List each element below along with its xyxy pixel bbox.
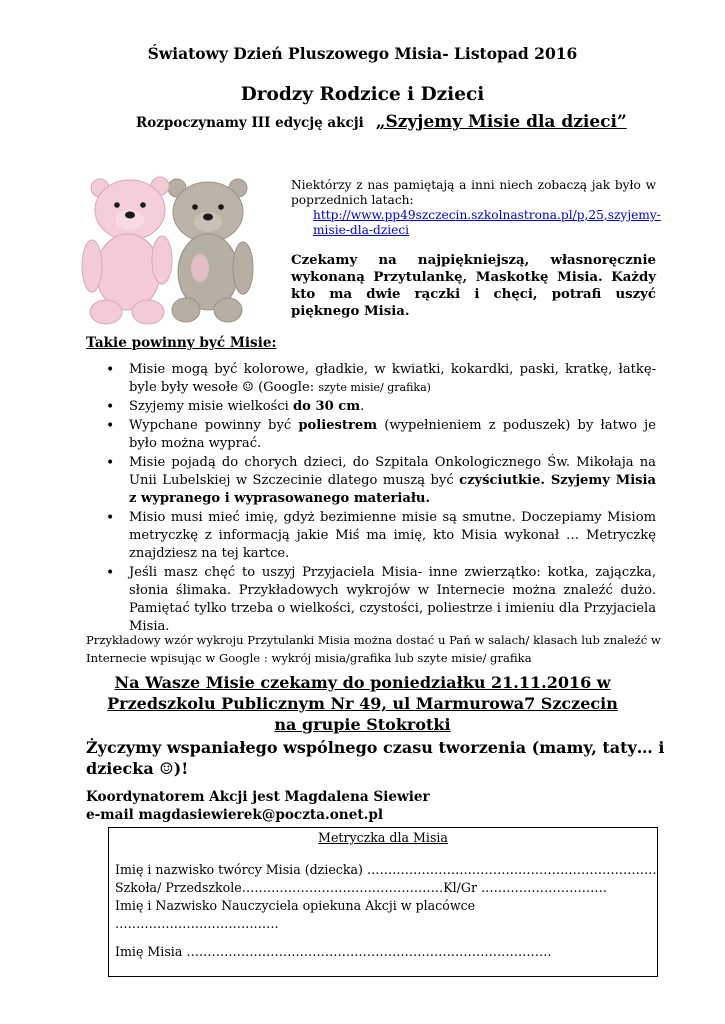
teacher-field[interactable]: ………………………………… bbox=[115, 916, 279, 931]
pink-bear-icon bbox=[82, 177, 172, 324]
coordinator-name: Koordynatorem Akcji jest Magdalena Siewier bbox=[86, 789, 430, 805]
rule-2-end: . bbox=[360, 399, 365, 414]
list-item bbox=[104, 564, 656, 636]
rule-2-bold: do 30 cm bbox=[293, 399, 361, 414]
rule-4-text: Misie pojadą do chorych dzieci, do Szpitala Onkologicznego Św. Mikołaja na Unii Lubelskiej w Szczecinie dlatego muszą być bbox=[129, 455, 656, 488]
rule-6-text: Jeśli masz chęć to uszyj Przyjaciela Misia- inne zwierzątko: kotka, zajączka, słonia ślimaka. Przykładowych wykrojów w Internecie można znaleźć dużo. Pamiętać tylko trzeba o wielkości, czystości, poliestrze i imieniu dla Przyjaciela Misia. bbox=[129, 565, 656, 634]
rule-5-text: Misio musi mieć imię, gdyż bezimienne misie są smutne. Doczepiamy Misiom metryczkę z informacją jakie Miś ma imię, kto Misia wykonał … Metryczkę znajdziesz na tej kartce. bbox=[129, 510, 656, 561]
deadline-line-3: na grupie Stokrotki bbox=[274, 715, 451, 734]
greeting-heading: Drodzy Rodzice i Dzieci bbox=[240, 84, 485, 105]
past-edition-intro: Niektórzy z nas pamiętają a inni niech zobaczą jak było w poprzednich latach: bbox=[291, 178, 656, 207]
bear-name-field[interactable]: Imię Misia …………………………………………………………………………… bbox=[115, 944, 552, 959]
rule-3-bold: poliestrem bbox=[298, 418, 378, 433]
rule-3-text: Wypchane powinny być bbox=[129, 418, 299, 433]
rule-2-text: Szyjemy misie wielkości bbox=[129, 399, 294, 414]
wishes-text: Życzymy wspaniałego wspólnego czasu tworzenia (mamy, taty… i dziecka ☺)! bbox=[86, 738, 665, 778]
rules-list bbox=[104, 361, 656, 637]
list-item bbox=[104, 509, 656, 563]
list-item bbox=[104, 417, 656, 453]
list-item bbox=[104, 398, 656, 416]
school-field[interactable]: Szkoła/ Przedszkole…………………………………………Kl/Gr ………………………… bbox=[115, 880, 607, 895]
deadline-line-1: Na Wasze Misie czekamy do poniedziałku 21.11.2016 w bbox=[114, 673, 611, 692]
bear-tag-form bbox=[108, 827, 658, 977]
rule-1-note: szyte misie/ grafika) bbox=[318, 381, 431, 394]
grey-bear-icon bbox=[168, 179, 253, 322]
teacher-field-label: Imię i Nazwisko Nauczyciela opiekuna Akcji w placówce bbox=[115, 898, 476, 913]
creator-field[interactable]: Imię i nazwisko twórcy Misia (dziecka) …………………………………………………………… bbox=[115, 862, 657, 877]
form-title: Metryczka dla Misia bbox=[318, 830, 448, 845]
pattern-note: Przykładowy wzór wykroju Przytulanki Misia można dostać u Pań w salach/ klasach lub znaleźć w Internecie wpisując w Google : wykrój misia/grafika lub szyte misie/ grafika bbox=[86, 633, 661, 665]
rule-3-end: (wypełnieniem z poduszek) by łatwo je było można wyprać. bbox=[129, 418, 656, 451]
rule-4-bold: czyściutkie. Szyjemy Misia z wypranego i wyprasowanego materiału. bbox=[129, 473, 656, 506]
deadline-block bbox=[0, 672, 725, 735]
list-item bbox=[104, 454, 656, 508]
past-edition-text bbox=[291, 178, 661, 238]
intro-text: Rozpoczynamy III edycję akcji bbox=[136, 115, 364, 131]
page-title: Światowy Dzień Pluszowego Misia- Listopad 2016 bbox=[147, 44, 578, 63]
coordinator-email[interactable]: e-mail magdasiewierek@poczta.onet.pl bbox=[86, 807, 384, 823]
call-to-action: Czekamy na najpiękniejszą, własnoręcznie wykonaną Przytulankę, Maskotkę Misia. Każdy kto ma dwie rączki i chęci, potrafi uszyć pięknego Misia. bbox=[291, 253, 656, 319]
coordinator-block bbox=[86, 788, 430, 824]
intro-line bbox=[136, 112, 627, 132]
past-edition-link[interactable]: http://www.pp49szczecin.szkolnastrona.pl/p,25,szyjemy-misie-dla-dzieci bbox=[313, 208, 661, 237]
action-name: „Szyjemy Misie dla dzieci” bbox=[375, 112, 627, 132]
rules-heading: Takie powinny być Misie: bbox=[86, 335, 277, 351]
teddy-bears-image bbox=[78, 170, 278, 330]
list-item bbox=[104, 361, 656, 397]
deadline-line-2: Przedszkolu Publicznym Nr 49, ul Marmurowa7 Szczecin bbox=[107, 694, 618, 713]
rule-1-text: Misie mogą być kolorowe, gładkie, w kwiatki, kokardki, paski, kratkę, łatkę- byle były wesołe ☺ (Google: bbox=[129, 362, 656, 395]
